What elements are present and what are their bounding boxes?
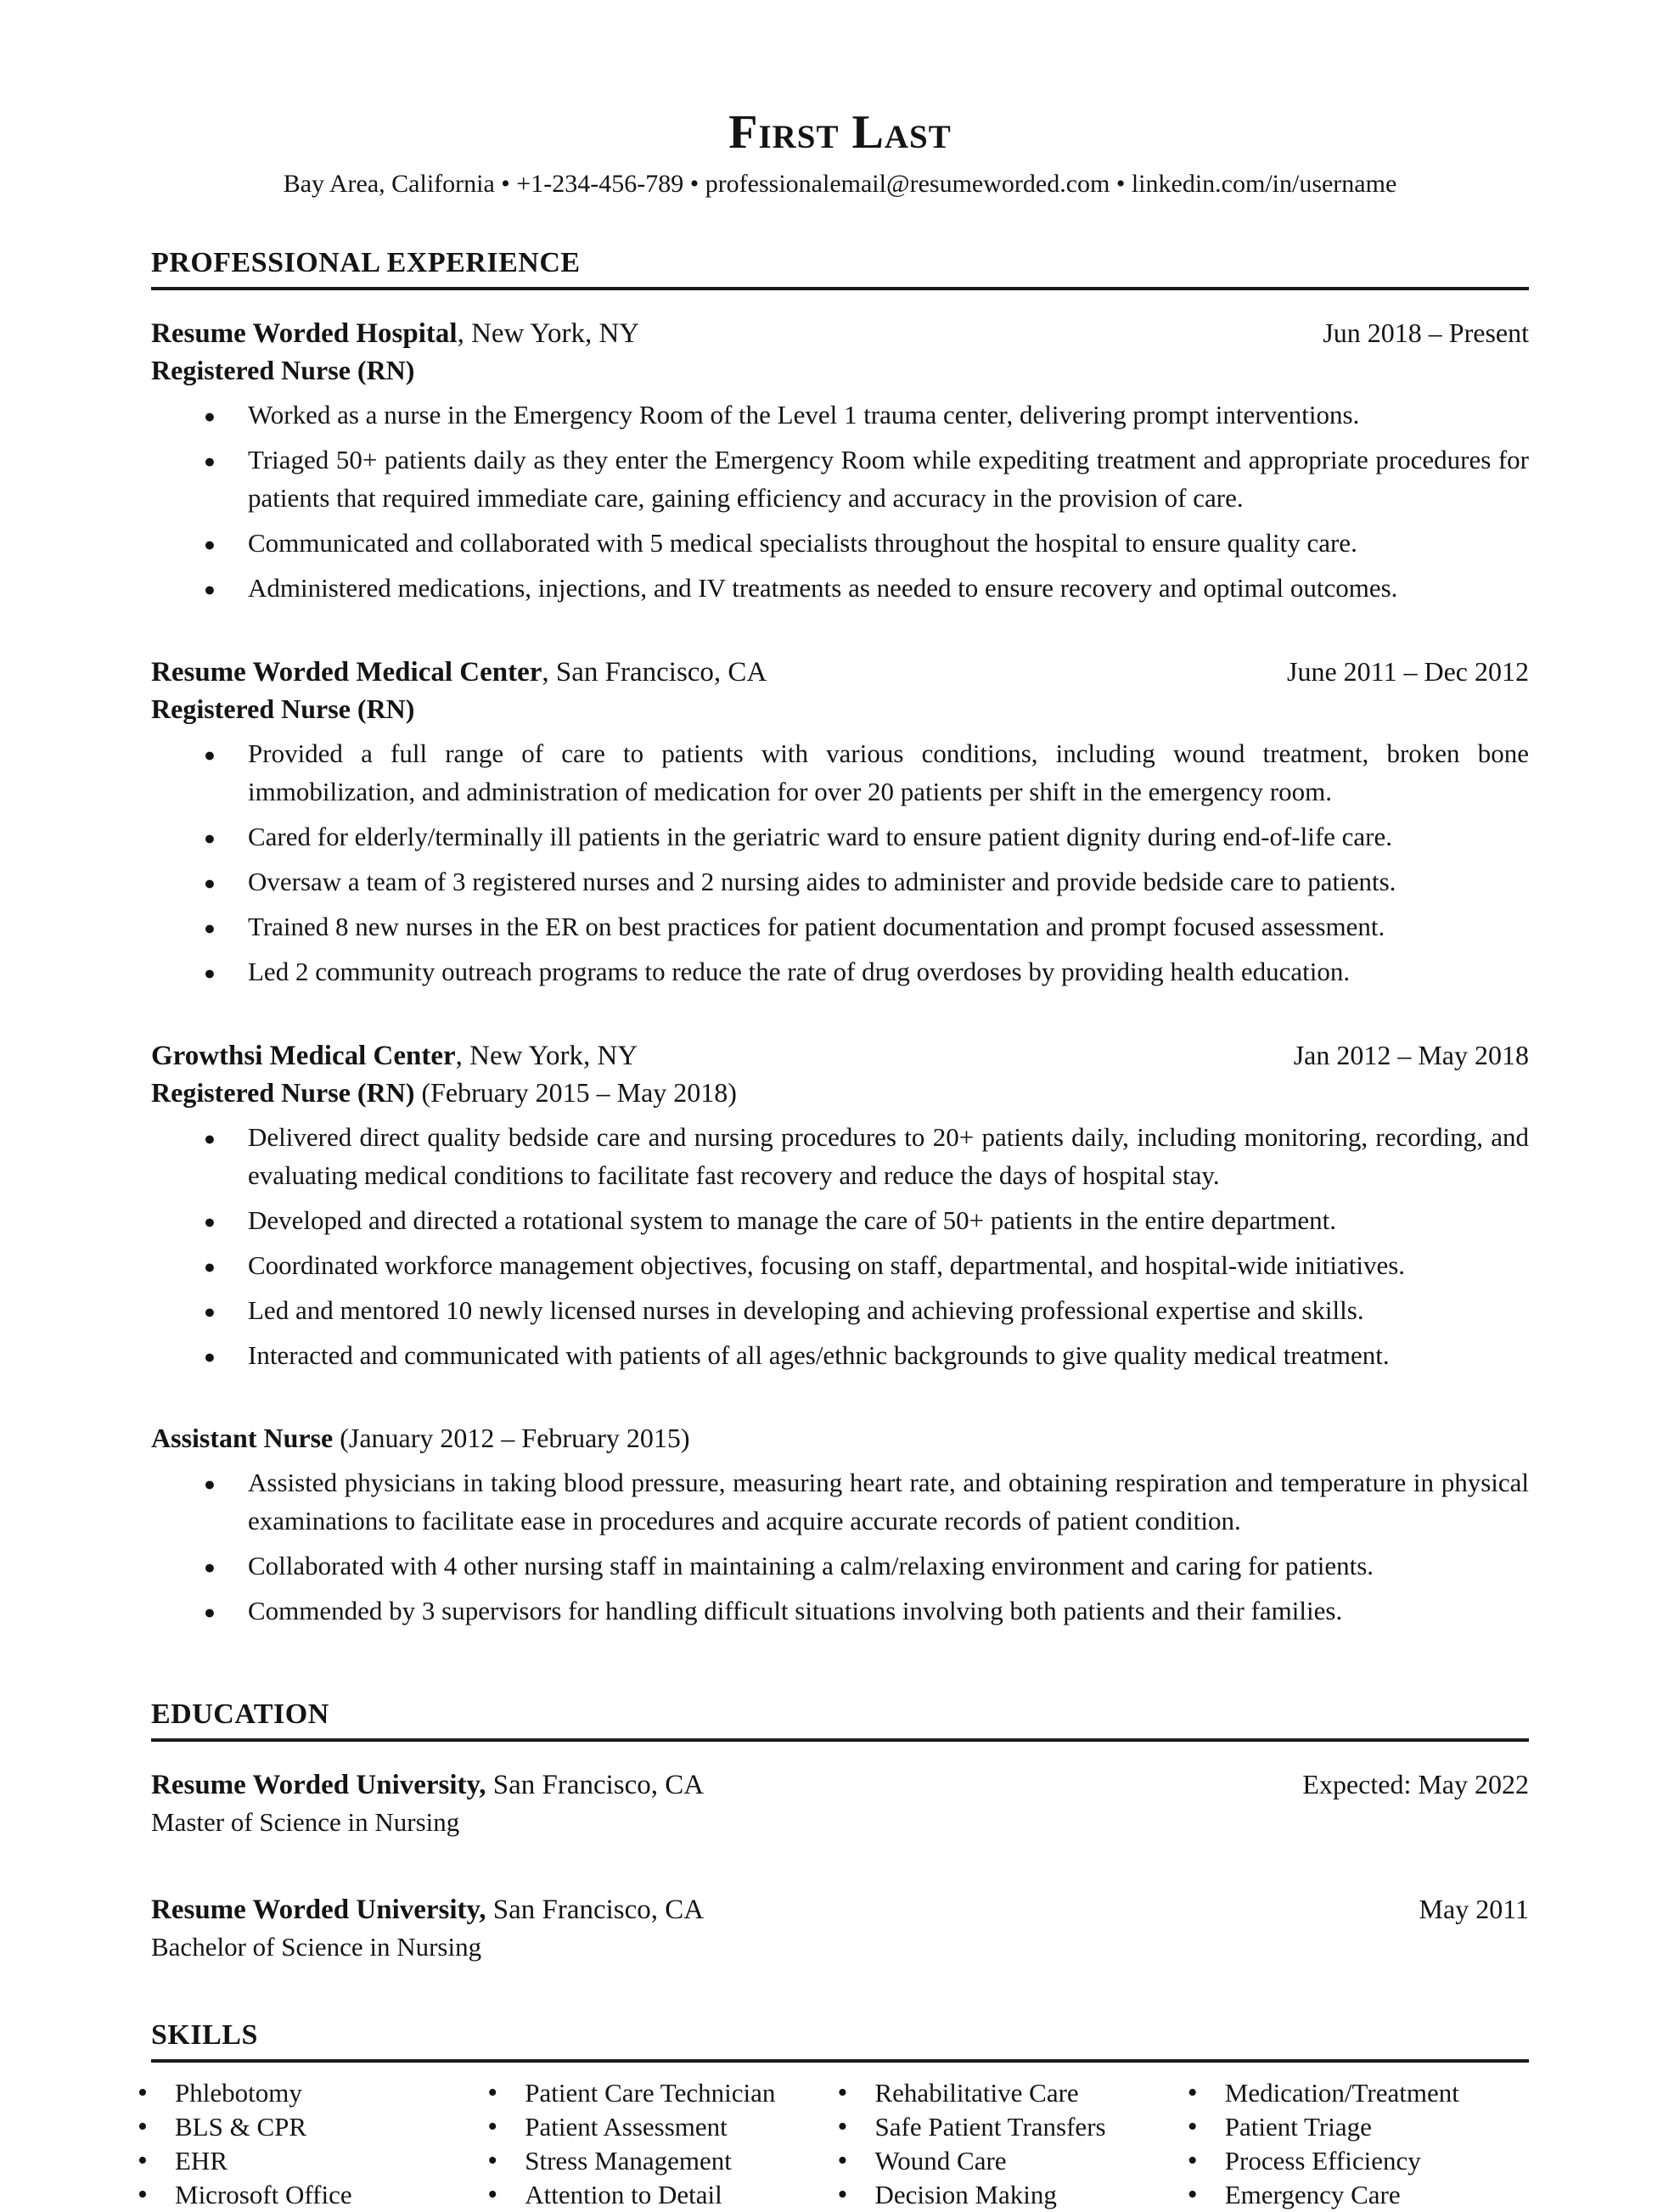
bullet-text: Oversaw a team of 3 registered nurses and 2 nursing aides to administer and provide bedside care to patients. xyxy=(248,867,1396,896)
skill-item xyxy=(129,2144,479,2178)
bullet-icon xyxy=(487,2110,497,2144)
bullet-icon xyxy=(204,523,216,564)
bullet-icon xyxy=(204,733,216,774)
company-line xyxy=(151,1037,638,1075)
skill-text: Microsoft Office xyxy=(175,2180,352,2209)
education-date: May 2011 xyxy=(1419,1894,1529,1924)
bullet-text: Delivered direct quality bedside care and nursing procedures to 20+ patients daily, including monitoring, recording, and evaluating medical conditions to facilitate fast recovery and reduce the days of hospital stay. xyxy=(248,1122,1529,1190)
skill-text: Wound Care xyxy=(874,2146,1007,2176)
school-name: Resume Worded University, xyxy=(151,1770,486,1800)
bullet-text: Developed and directed a rotational system to manage the care of 50+ patients in the entire department. xyxy=(248,1205,1336,1235)
bullet-icon xyxy=(204,862,216,902)
job-title xyxy=(151,1420,1529,1457)
bullet-item xyxy=(151,907,1529,946)
bullet-icon xyxy=(138,2110,148,2144)
skill-text: EHR xyxy=(175,2146,228,2176)
bullet-text: Cared for elderly/terminally ill patients in the geriatric ward to ensure patient dignity during end-of-life care. xyxy=(248,822,1393,851)
skill-text: Attention to Detail xyxy=(525,2180,722,2209)
skill-text: Process Efficiency xyxy=(1224,2146,1421,2176)
job-dates: June 2011 – Dec 2012 xyxy=(1287,656,1529,687)
bullet-item xyxy=(151,1246,1529,1284)
company-name: Growthsi Medical Center xyxy=(151,1041,456,1071)
bullet-item xyxy=(151,396,1529,434)
bullet-icon xyxy=(487,2144,497,2178)
job-title-text: Assistant Nurse xyxy=(151,1423,334,1453)
bullet-text: Interacted and communicated with patients of all ages/ethnic backgrounds to give quality medical treatment. xyxy=(248,1340,1390,1370)
job-entry-resume-worded-hospital xyxy=(151,314,1529,607)
degree-name: Bachelor of Science in Nursing xyxy=(151,1932,482,1962)
skill-item xyxy=(479,2144,829,2178)
school-name: Resume Worded University, xyxy=(151,1895,486,1925)
bullet-item xyxy=(151,817,1529,856)
job-title-text: Registered Nurse (RN) xyxy=(151,693,415,724)
skill-item xyxy=(829,2110,1179,2144)
bullet-icon xyxy=(487,2178,497,2212)
bullet-item xyxy=(151,569,1529,607)
bullet-icon xyxy=(204,1546,216,1586)
education-header xyxy=(151,1766,1529,1804)
bullet-icon xyxy=(204,568,216,609)
job-title xyxy=(151,1075,1529,1111)
job-bullet-list xyxy=(151,1463,1529,1630)
section-divider xyxy=(151,287,1529,290)
skill-item xyxy=(1179,2110,1529,2144)
bullet-item xyxy=(151,1547,1529,1585)
section-divider xyxy=(151,2059,1529,2063)
education-entry-bachelors xyxy=(151,1890,1529,1966)
bullet-icon xyxy=(204,1335,216,1376)
skill-text: Rehabilitative Care xyxy=(874,2078,1079,2108)
contact-line: Bay Area, California • +1-234-456-789 • professionalemail@resumeworded.com • linkedin.com/in/username xyxy=(283,170,1397,198)
bullet-item xyxy=(151,1291,1529,1329)
resume-header xyxy=(151,107,1529,200)
skill-item xyxy=(829,2076,1179,2110)
bullet-item xyxy=(151,1592,1529,1630)
skills-column-1 xyxy=(129,2076,479,2212)
job-title-dates: (January 2012 – February 2015) xyxy=(333,1423,690,1453)
bullet-text: Collaborated with 4 other nursing staff in maintaining a calm/relaxing environment and caring for patients. xyxy=(248,1551,1374,1580)
job-dates: Jan 2012 – May 2018 xyxy=(1293,1040,1529,1070)
job-entry-growthsi-medical-center xyxy=(151,1036,1529,1374)
bullet-icon xyxy=(487,2076,497,2110)
skill-text: BLS & CPR xyxy=(175,2112,307,2142)
bullet-icon xyxy=(204,1200,216,1241)
skill-item xyxy=(1179,2076,1529,2110)
bullet-icon xyxy=(204,907,216,947)
section-professional-experience xyxy=(151,246,1529,1630)
skill-item xyxy=(129,2076,479,2110)
skill-item xyxy=(129,2110,479,2144)
skill-text: Safe Patient Transfers xyxy=(874,2112,1106,2142)
job-header xyxy=(151,653,1529,691)
job-bullet-list xyxy=(151,734,1529,991)
skill-item xyxy=(479,2178,829,2212)
job-title xyxy=(151,691,1529,727)
skill-item xyxy=(479,2110,829,2144)
bullet-icon xyxy=(204,1463,216,1503)
job-entry-resume-worded-medical-center xyxy=(151,653,1529,991)
bullet-item xyxy=(151,1201,1529,1239)
education-entry-masters xyxy=(151,1766,1529,1841)
bullet-icon xyxy=(204,1245,216,1286)
job-bullet-list xyxy=(151,396,1529,607)
bullet-item xyxy=(151,1336,1529,1374)
bullet-text: Triaged 50+ patients daily as they enter the Emergency Room while expediting treatment and appropriate procedures for patients that required immediate care, gaining efficiency and accuracy in the provision of care. xyxy=(248,445,1529,513)
company-name: Resume Worded Hospital xyxy=(151,318,458,349)
skill-text: Patient Triage xyxy=(1224,2112,1372,2142)
bullet-text: Administered medications, injections, and IV treatments as needed to ensure recovery and optimal outcomes. xyxy=(248,573,1398,603)
bullet-item xyxy=(151,524,1529,562)
bullet-text: Worked as a nurse in the Emergency Room of the Level 1 trauma center, delivering prompt interventions. xyxy=(248,400,1360,429)
bullet-text: Commended by 3 supervisors for handling difficult situations involving both patients and their families. xyxy=(248,1596,1343,1625)
skills-column-3 xyxy=(829,2076,1179,2212)
bullet-item xyxy=(151,952,1529,991)
bullet-icon xyxy=(204,952,216,992)
skill-text: Decision Making xyxy=(874,2180,1057,2209)
school-line xyxy=(151,1766,704,1804)
skill-item xyxy=(129,2178,479,2212)
skill-item xyxy=(1179,2178,1529,2212)
bullet-text: Provided a full range of care to patients with various conditions, including wound treatment, broken bone immobilization, and administration of medication for over 20 patients per shift in the emergency room. xyxy=(248,738,1529,806)
bullet-text: Trained 8 new nurses in the ER on best practices for patient documentation and prompt focused assessment. xyxy=(248,912,1385,941)
job-title-text: Registered Nurse (RN) xyxy=(151,1077,415,1108)
skills-grid xyxy=(129,2076,1529,2212)
skill-item xyxy=(829,2178,1179,2212)
skill-text: Stress Management xyxy=(525,2146,732,2176)
bullet-icon xyxy=(838,2076,848,2110)
job-header xyxy=(151,1036,1529,1075)
job-dates: Jun 2018 – Present xyxy=(1323,317,1529,348)
section-title-experience: PROFESSIONAL EXPERIENCE xyxy=(151,247,581,278)
skill-text: Patient Care Technician xyxy=(525,2078,776,2108)
section-skills xyxy=(151,2018,1529,2212)
job-header xyxy=(151,314,1529,352)
bullet-icon xyxy=(204,440,216,480)
education-header xyxy=(151,1890,1529,1928)
bullet-icon xyxy=(838,2110,848,2144)
company-location: , San Francisco, CA xyxy=(542,657,767,688)
company-location: , New York, NY xyxy=(455,1041,638,1071)
bullet-item xyxy=(151,862,1529,901)
bullet-icon xyxy=(838,2178,848,2212)
bullet-icon xyxy=(204,395,216,435)
company-location: , New York, NY xyxy=(457,318,640,349)
education-date: Expected: May 2022 xyxy=(1302,1769,1529,1799)
bullet-item xyxy=(151,1463,1529,1540)
bullet-icon xyxy=(204,817,216,857)
skill-text: Medication/Treatment xyxy=(1224,2078,1459,2108)
school-location: San Francisco, CA xyxy=(486,1770,705,1800)
job-bullet-list xyxy=(151,1118,1529,1374)
bullet-text: Led 2 community outreach programs to reduce the rate of drug overdoses by providing health education. xyxy=(248,957,1351,986)
bullet-item xyxy=(151,441,1529,517)
skill-text: Phlebotomy xyxy=(175,2078,302,2108)
bullet-text: Communicated and collaborated with 5 medical specialists throughout the hospital to ensure quality care. xyxy=(248,528,1357,558)
candidate-name: First Last xyxy=(728,106,952,159)
bullet-icon xyxy=(204,1290,216,1331)
section-title-skills: SKILLS xyxy=(151,2019,258,2051)
bullet-icon xyxy=(1188,2178,1198,2212)
bullet-icon xyxy=(1188,2076,1198,2110)
skill-item xyxy=(479,2076,829,2110)
bullet-text: Coordinated workforce management objectives, focusing on staff, departmental, and hospital-wide initiatives. xyxy=(248,1250,1406,1280)
company-line xyxy=(151,654,767,691)
school-location: San Francisco, CA xyxy=(486,1895,705,1925)
school-line xyxy=(151,1891,704,1928)
job-title-text: Registered Nurse (RN) xyxy=(151,355,415,385)
bullet-icon xyxy=(1188,2144,1198,2178)
bullet-icon xyxy=(838,2144,848,2178)
section-education xyxy=(151,1698,1529,1966)
skill-item xyxy=(829,2144,1179,2178)
company-line xyxy=(151,315,639,352)
skills-column-2 xyxy=(479,2076,829,2212)
job-title-dates: (February 2015 – May 2018) xyxy=(414,1077,737,1108)
degree-name: Master of Science in Nursing xyxy=(151,1807,460,1837)
bullet-text: Led and mentored 10 newly licensed nurses in developing and achieving professional expertise and skills. xyxy=(248,1295,1364,1325)
bullet-item xyxy=(151,1118,1529,1194)
job-title xyxy=(151,352,1529,389)
job-entry-assistant-nurse xyxy=(151,1420,1529,1630)
section-title-education: EDUCATION xyxy=(151,1698,329,1730)
bullet-icon xyxy=(204,1591,216,1631)
skill-text: Emergency Care xyxy=(1224,2180,1401,2209)
skill-item xyxy=(1179,2144,1529,2178)
bullet-item xyxy=(151,734,1529,811)
bullet-icon xyxy=(138,2076,148,2110)
skills-column-4 xyxy=(1179,2076,1529,2212)
bullet-icon xyxy=(1188,2110,1198,2144)
company-name: Resume Worded Medical Center xyxy=(151,657,542,688)
skill-text: Patient Assessment xyxy=(525,2112,728,2142)
bullet-icon xyxy=(138,2144,148,2178)
bullet-text: Assisted physicians in taking blood pressure, measuring heart rate, and obtaining respiration and temperature in physical examinations to facilitate ease in procedures and acquire accurate records of patient condition. xyxy=(248,1468,1529,1535)
bullet-icon xyxy=(138,2178,148,2212)
bullet-icon xyxy=(204,1117,216,1158)
section-divider xyxy=(151,1738,1529,1742)
